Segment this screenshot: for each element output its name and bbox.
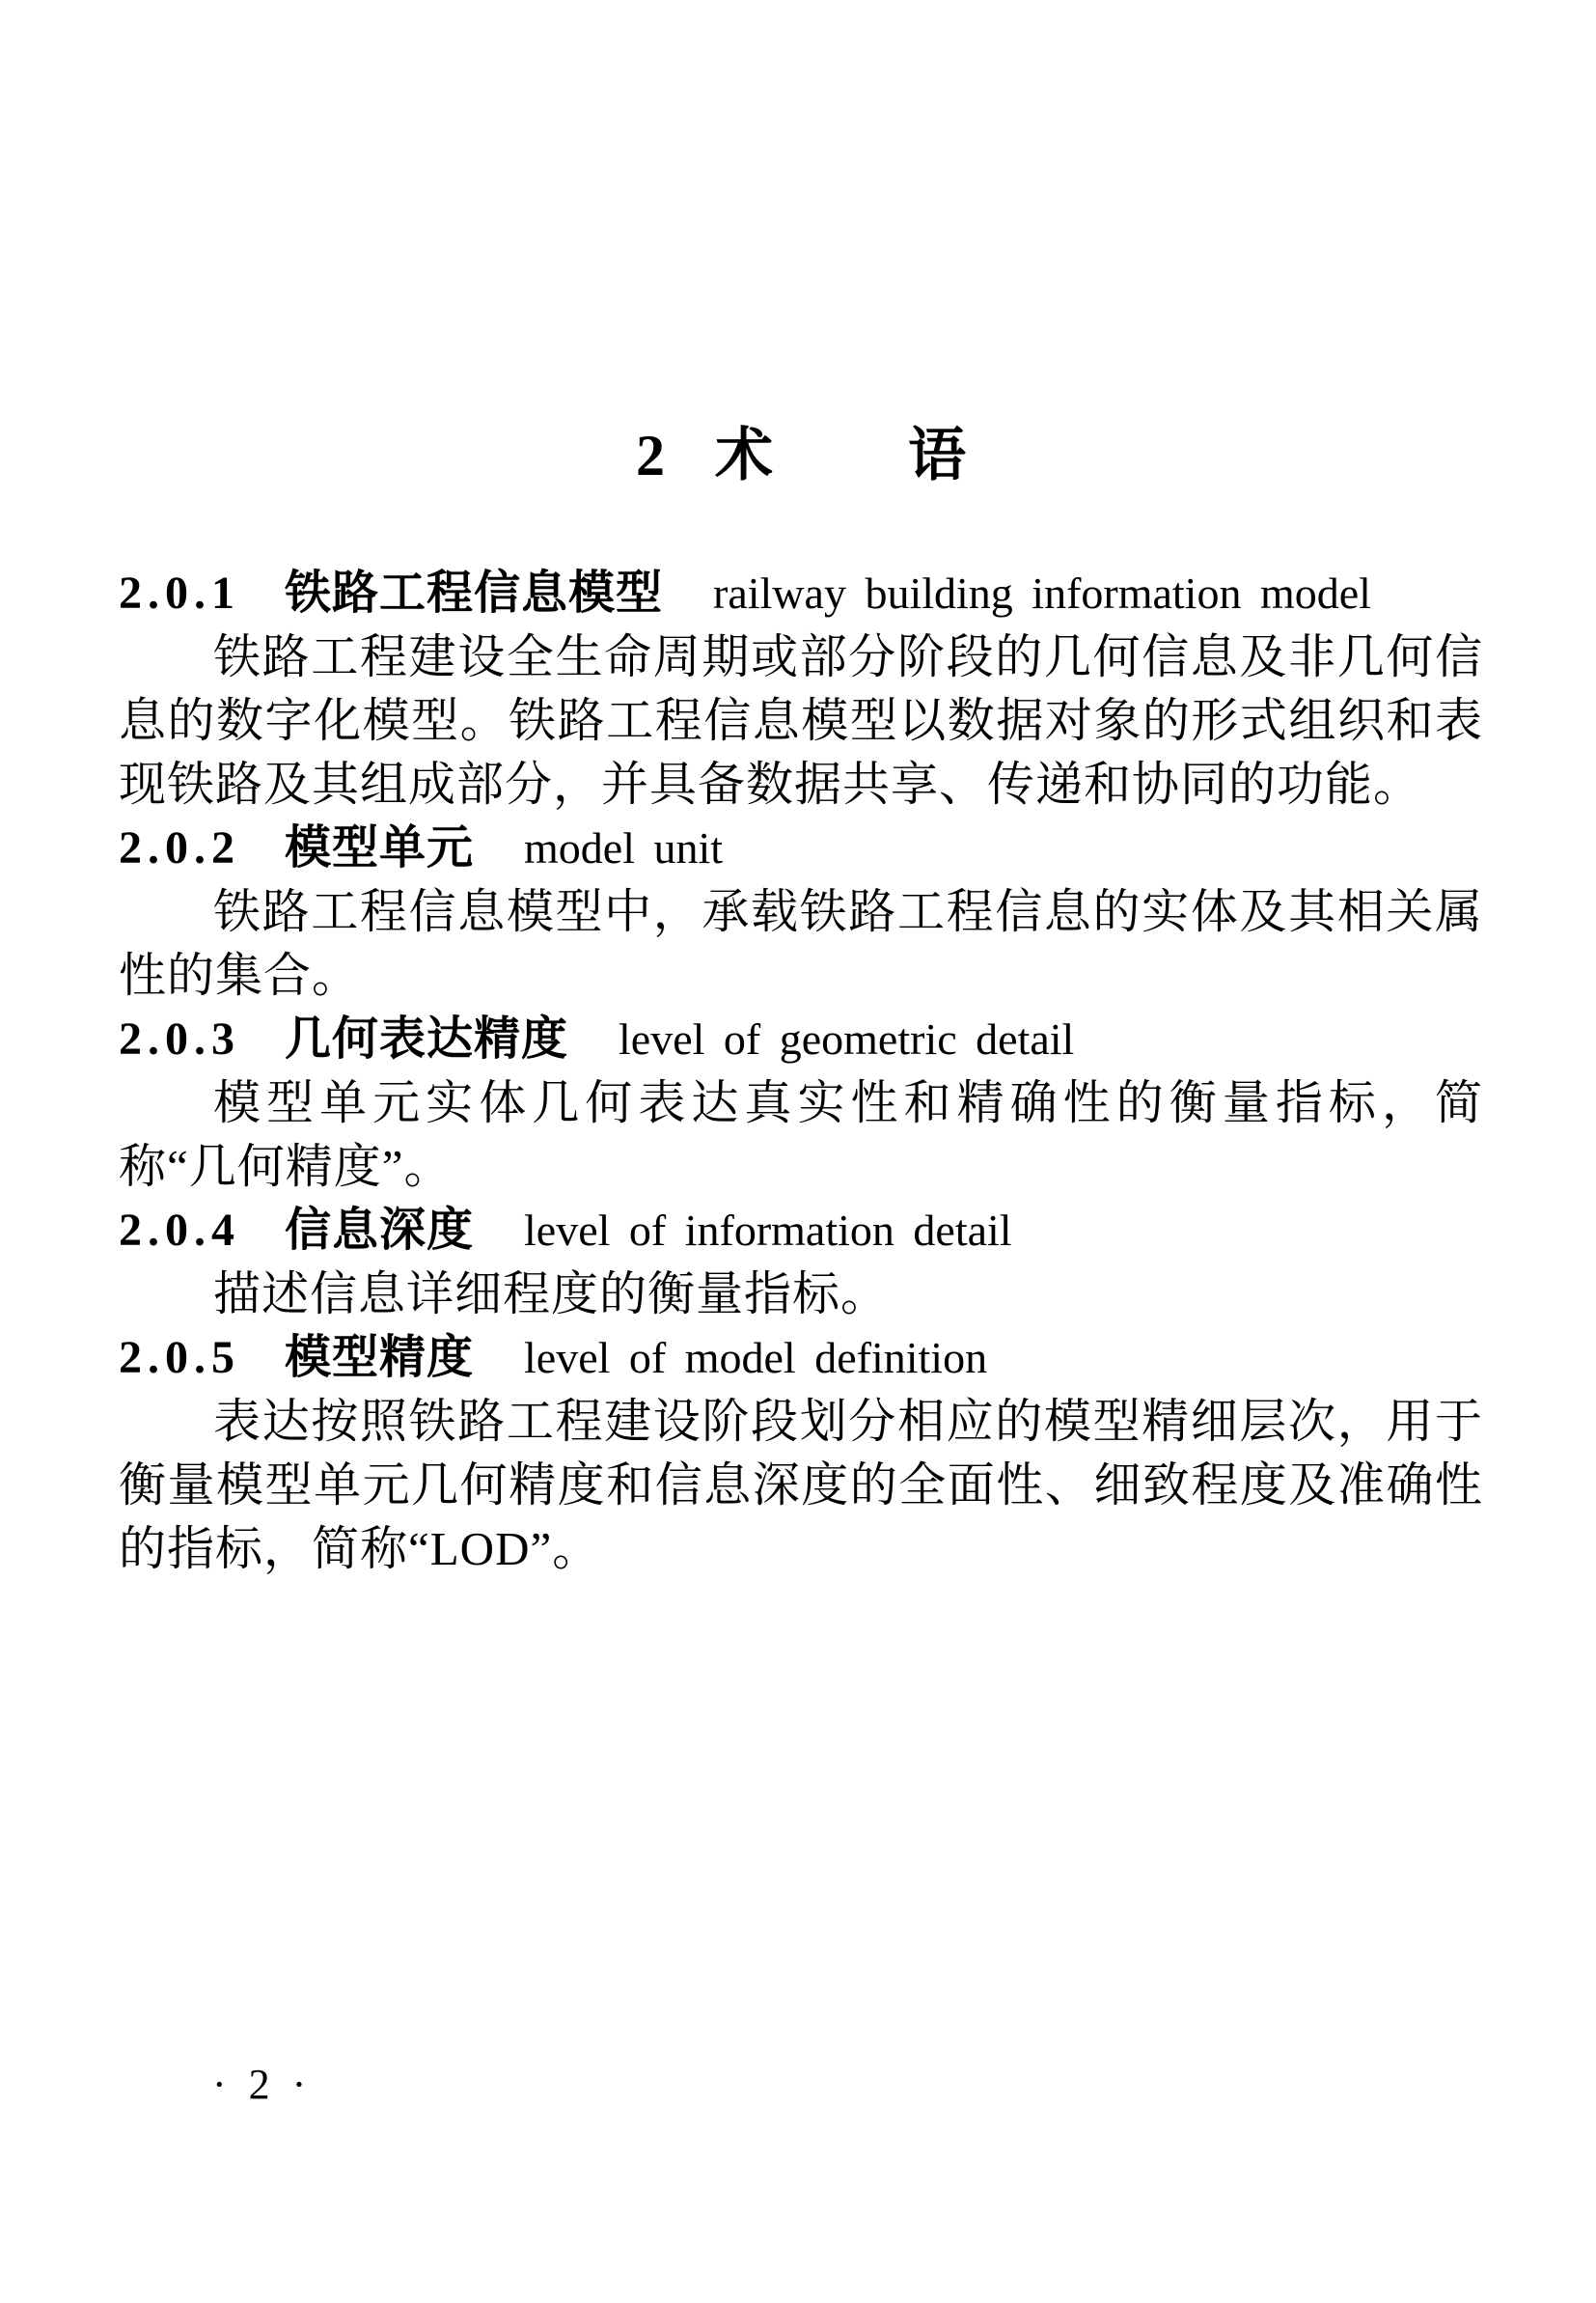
chapter-number: 2	[636, 424, 665, 487]
term-chinese: 铁路工程信息模型	[285, 568, 664, 619]
term-heading	[119, 562, 1483, 625]
term-number: 2.0.5	[119, 1332, 240, 1383]
chapter-title	[119, 424, 1483, 487]
term-english: model unit	[524, 823, 724, 873]
term-definition: 铁路工程建设全生命周期或部分阶段的几何信息及非几何信息的数字化模型。铁路工程信息模型以数据对象的形式组织和表现铁路及其组成部分，并具备数据共享、传递和协同的功能。	[119, 630, 1483, 811]
term-chinese: 几何表达精度	[285, 1013, 569, 1065]
term-english: level of information detail	[524, 1206, 1012, 1255]
term-number: 2.0.4	[119, 1205, 240, 1256]
term-section-2-0-1	[119, 562, 1483, 817]
term-english: railway building information model	[713, 569, 1371, 618]
term-english: level of model definition	[524, 1333, 988, 1382]
term-definition: 模型单元实体几何表达真实性和精确性的衡量指标，简称“几何精度”。	[119, 1076, 1483, 1193]
term-chinese: 模型精度	[285, 1332, 475, 1383]
term-chinese: 信息深度	[285, 1205, 475, 1256]
term-heading	[119, 1326, 1483, 1390]
chapter-title-word-1: 术	[715, 424, 773, 487]
term-section-2-0-4	[119, 1199, 1483, 1326]
page-number: · 2 ·	[212, 2061, 313, 2108]
term-definition: 铁路工程信息模型中，承载铁路工程信息的实体及其相关属性的集合。	[119, 885, 1483, 1002]
term-heading	[119, 1008, 1483, 1071]
term-number: 2.0.1	[119, 568, 240, 619]
term-definition: 表达按照铁路工程建设阶段划分相应的模型精细层次，用于衡量模型单元几何精度和信息深度的全面性、细致程度及准确性的指标，简称“LOD”。	[119, 1395, 1483, 1575]
term-section-2-0-3	[119, 1008, 1483, 1199]
term-section-2-0-5	[119, 1326, 1483, 1581]
term-definition: 描述信息详细程度的衡量指标。	[213, 1267, 890, 1320]
term-chinese: 模型单元	[285, 822, 475, 874]
term-english: level of geometric detail	[619, 1014, 1075, 1064]
chapter-title-word-2: 语	[908, 424, 966, 487]
term-heading	[119, 817, 1483, 880]
term-section-2-0-2	[119, 817, 1483, 1008]
term-number: 2.0.2	[119, 822, 240, 874]
term-heading	[119, 1199, 1483, 1262]
term-number: 2.0.3	[119, 1013, 240, 1065]
